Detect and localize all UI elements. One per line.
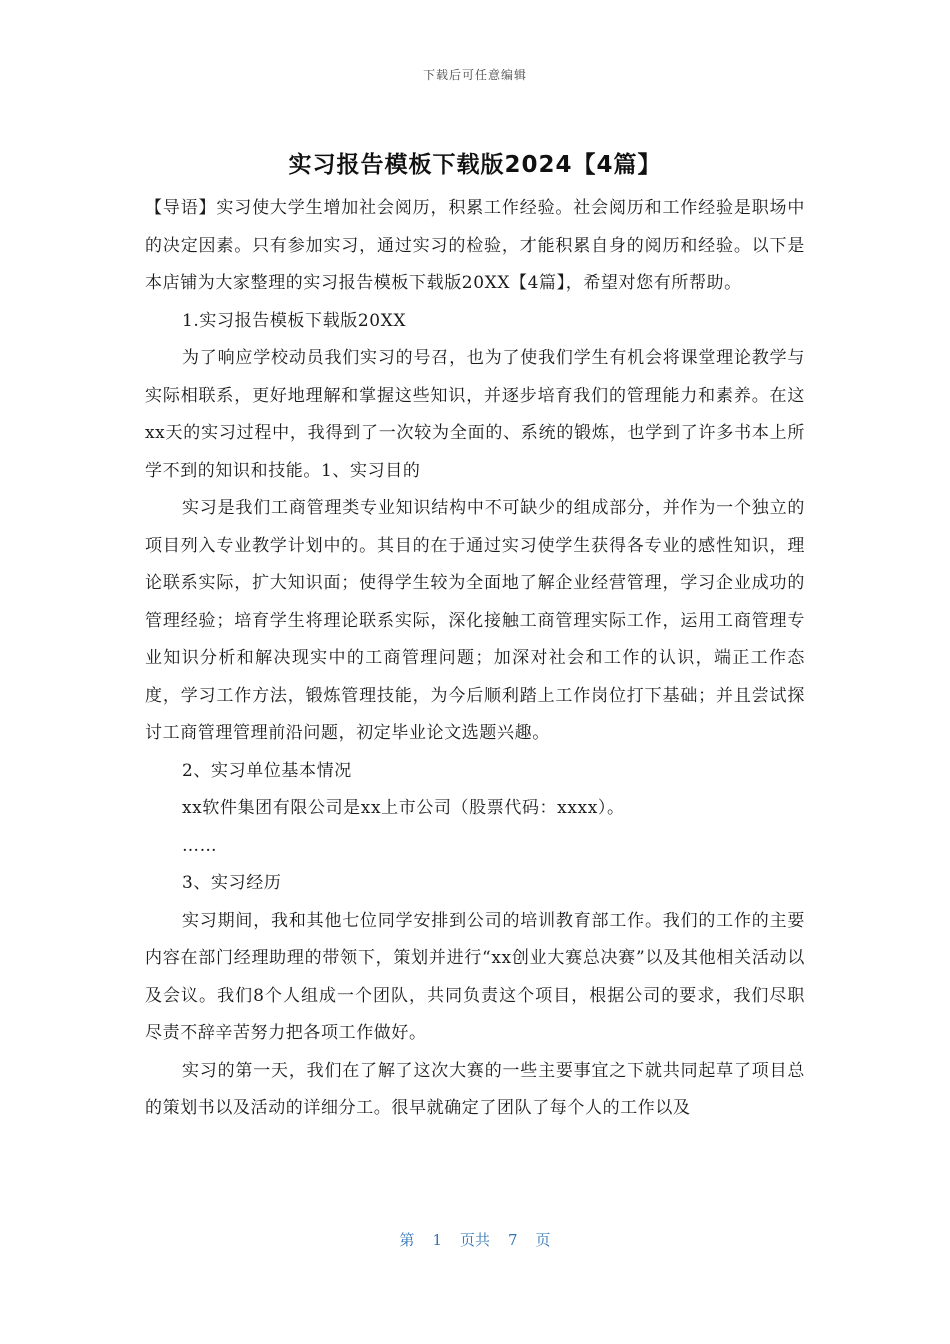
page-header-note: 下载后可任意编辑 [422,68,527,82]
document-body [145,190,805,1128]
body-paragraph: 1.实习报告模板下载版20XX [182,310,407,331]
body-paragraph: 实习期间，我和其他七位同学安排到公司的培训教育部工作。我们的工作的主要内容在部门经理助理的带领下，策划并进行“xx创业大赛总决赛”以及其他相关活动以及会议。我们8个人组成一个团队，共同负责这个项目，根据公司的要求，我们尽职尽责不辞辛苦努力把各项工作做好。 [145,910,805,1043]
page-footer [0,1229,950,1250]
footer-total-pages: 7 [508,1231,518,1249]
body-paragraph: 2、实习单位基本情况 [182,760,352,781]
footer-page-number: 1 [432,1231,442,1249]
body-paragraph: xx软件集团有限公司是xx上市公司（股票代码：xxxx）。 [182,798,625,818]
body-paragraph: 实习的第一天，我们在了解了这次大赛的一些主要事宜之下就共同起草了项目总的策划书以及活动的详细分工。很早就确定了团队了每个人的工作以及 [145,1060,805,1118]
footer-prefix: 第 [399,1231,415,1249]
body-paragraph: …… [182,835,218,856]
body-paragraph: 实习是我们工商管理类专业知识结构中不可缺少的组成部分，并作为一个独立的项目列入专业教学计划中的。其目的在于通过实习使学生获得各专业的感性知识，理论联系实际，扩大知识面；使得学生较为全面地了解企业经营管理，学习企业成功的管理经验；培育学生将理论联系实际，深化接触工商管理实际工作，运用工商管理专业知识分析和解决现实中的工商管理问题；加深对社会和工作的认识，端正工作态度，学习工作方法，锻炼管理技能，为今后顺利踏上工作岗位打下基础；并且尝试探讨工商管理管理前沿问题，初定毕业论文选题兴趣。 [145,498,805,743]
body-paragraph: 【导语】实习使大学生增加社会阅历，积累工作经验。社会阅历和工作经验是职场中的决定因素。只有参加实习，通过实习的检验，才能积累自身的阅历和经验。以下是本店铺为大家整理的实习报告模板下载版20XX【4篇】，希望对您有所帮助。 [145,198,805,293]
body-paragraph: 为了响应学校动员我们实习的号召，也为了使我们学生有机会将课堂理论教学与实际相联系，更好地理解和掌握这些知识，并逐步培育我们的管理能力和素养。在这xx天的实习过程中，我得到了一次较为全面的、系统的锻炼，也学到了许多书本上所学不到的知识和技能。1、实习目的 [145,348,805,481]
footer-suffix: 页 [535,1231,551,1249]
body-paragraph: 3、实习经历 [182,873,282,893]
document-title: 实习报告模板下载版2024【4篇】 [288,152,662,178]
footer-middle: 页共 [459,1231,490,1249]
